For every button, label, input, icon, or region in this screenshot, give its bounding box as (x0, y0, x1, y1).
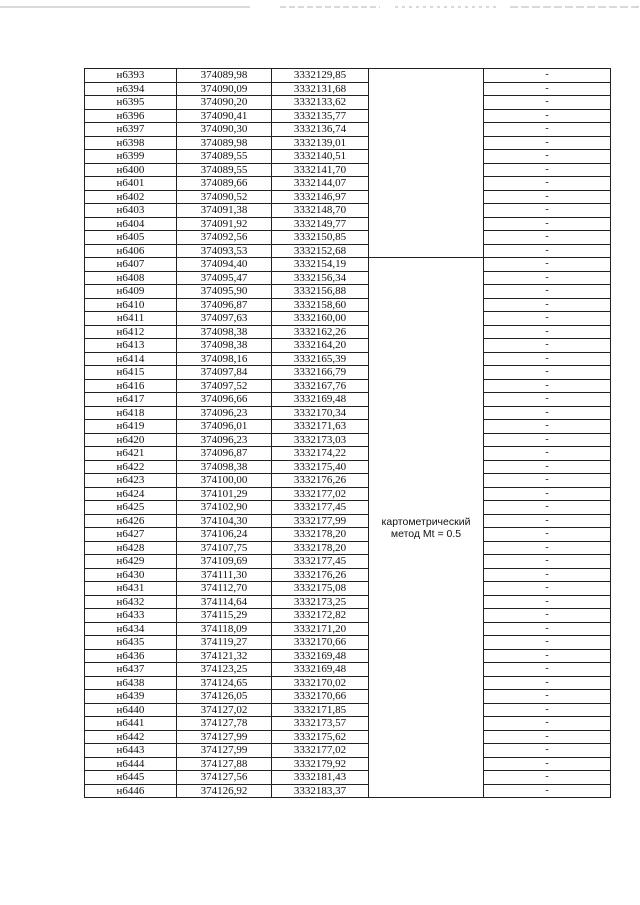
accuracy-cell: - (484, 447, 611, 461)
accuracy-cell: - (484, 217, 611, 231)
x-coordinate-cell: 374091,92 (177, 217, 272, 231)
accuracy-cell: - (484, 744, 611, 758)
point-id-cell: н6404 (85, 217, 177, 231)
point-id-cell: н6429 (85, 555, 177, 569)
y-coordinate-cell: 3332170,66 (272, 690, 369, 704)
table-row (85, 420, 611, 434)
y-coordinate-cell: 3332169,48 (272, 393, 369, 407)
table-row (85, 528, 611, 542)
accuracy-cell: - (484, 730, 611, 744)
y-coordinate-cell: 3332181,43 (272, 771, 369, 785)
x-coordinate-cell: 374090,52 (177, 190, 272, 204)
table-row (85, 69, 611, 83)
table-row (85, 582, 611, 596)
table-row (85, 622, 611, 636)
table-row (85, 487, 611, 501)
y-coordinate-cell: 3332164,20 (272, 339, 369, 353)
accuracy-cell: - (484, 204, 611, 218)
point-id-cell: н6417 (85, 393, 177, 407)
x-coordinate-cell: 374096,87 (177, 298, 272, 312)
x-coordinate-cell: 374089,66 (177, 177, 272, 191)
point-id-cell: н6424 (85, 487, 177, 501)
table-row (85, 703, 611, 717)
table-row (85, 474, 611, 488)
accuracy-cell: - (484, 393, 611, 407)
point-id-cell: н6410 (85, 298, 177, 312)
accuracy-cell: - (484, 150, 611, 164)
point-id-cell: н6403 (85, 204, 177, 218)
accuracy-cell: - (484, 69, 611, 83)
x-coordinate-cell: 374098,38 (177, 339, 272, 353)
y-coordinate-cell: 3332173,57 (272, 717, 369, 731)
y-coordinate-cell: 3332170,02 (272, 676, 369, 690)
y-coordinate-cell: 3332160,00 (272, 312, 369, 326)
table-row (85, 109, 611, 123)
x-coordinate-cell: 374094,40 (177, 258, 272, 272)
table-row (85, 244, 611, 258)
x-coordinate-cell: 374102,90 (177, 501, 272, 515)
table-row (85, 717, 611, 731)
point-id-cell: н6442 (85, 730, 177, 744)
accuracy-cell: - (484, 514, 611, 528)
y-coordinate-cell: 3332162,26 (272, 325, 369, 339)
y-coordinate-cell: 3332148,70 (272, 204, 369, 218)
x-coordinate-cell: 374097,84 (177, 366, 272, 380)
accuracy-cell: - (484, 541, 611, 555)
accuracy-cell: - (484, 582, 611, 596)
y-coordinate-cell: 3332165,39 (272, 352, 369, 366)
point-id-cell: н6434 (85, 622, 177, 636)
x-coordinate-cell: 374089,98 (177, 69, 272, 83)
accuracy-cell: - (484, 312, 611, 326)
y-coordinate-cell: 3332158,60 (272, 298, 369, 312)
table-row (85, 690, 611, 704)
table-row (85, 258, 611, 272)
x-coordinate-cell: 374098,38 (177, 460, 272, 474)
accuracy-cell: - (484, 717, 611, 731)
x-coordinate-cell: 374096,01 (177, 420, 272, 434)
accuracy-cell: - (484, 406, 611, 420)
accuracy-cell: - (484, 676, 611, 690)
table-row (85, 649, 611, 663)
point-id-cell: н6436 (85, 649, 177, 663)
y-coordinate-cell: 3332171,85 (272, 703, 369, 717)
point-id-cell: н6425 (85, 501, 177, 515)
accuracy-cell: - (484, 690, 611, 704)
y-coordinate-cell: 3332141,70 (272, 163, 369, 177)
table-row (85, 460, 611, 474)
y-coordinate-cell: 3332139,01 (272, 136, 369, 150)
y-coordinate-cell: 3332177,02 (272, 744, 369, 758)
point-id-cell: н6430 (85, 568, 177, 582)
y-coordinate-cell: 3332174,22 (272, 447, 369, 461)
y-coordinate-cell: 3332149,77 (272, 217, 369, 231)
y-coordinate-cell: 3332131,68 (272, 82, 369, 96)
point-id-cell: н6432 (85, 595, 177, 609)
point-id-cell: н6401 (85, 177, 177, 191)
point-id-cell: н6398 (85, 136, 177, 150)
y-coordinate-cell: 3332176,26 (272, 474, 369, 488)
table-row (85, 177, 611, 191)
x-coordinate-cell: 374096,87 (177, 447, 272, 461)
y-coordinate-cell: 3332156,88 (272, 285, 369, 299)
x-coordinate-cell: 374126,05 (177, 690, 272, 704)
accuracy-cell: - (484, 285, 611, 299)
accuracy-cell: - (484, 460, 611, 474)
table-row (85, 96, 611, 110)
x-coordinate-cell: 374127,78 (177, 717, 272, 731)
accuracy-cell: - (484, 258, 611, 272)
point-id-cell: н6423 (85, 474, 177, 488)
point-id-cell: н6416 (85, 379, 177, 393)
table-row (85, 271, 611, 285)
point-id-cell: н6399 (85, 150, 177, 164)
table-row (85, 447, 611, 461)
accuracy-cell: - (484, 568, 611, 582)
x-coordinate-cell: 374095,47 (177, 271, 272, 285)
table-row (85, 730, 611, 744)
table-row (85, 609, 611, 623)
x-coordinate-cell: 374091,38 (177, 204, 272, 218)
table-row (85, 771, 611, 785)
table-row (85, 366, 611, 380)
x-coordinate-cell: 374092,56 (177, 231, 272, 245)
x-coordinate-cell: 374112,70 (177, 582, 272, 596)
accuracy-cell: - (484, 163, 611, 177)
y-coordinate-cell: 3332171,20 (272, 622, 369, 636)
x-coordinate-cell: 374106,24 (177, 528, 272, 542)
accuracy-cell: - (484, 352, 611, 366)
accuracy-cell: - (484, 663, 611, 677)
x-coordinate-cell: 374089,55 (177, 150, 272, 164)
y-coordinate-cell: 3332154,19 (272, 258, 369, 272)
method-cell-upper (369, 69, 484, 258)
point-id-cell: н6441 (85, 717, 177, 731)
accuracy-cell: - (484, 555, 611, 569)
accuracy-cell: - (484, 609, 611, 623)
method-cell: картометрический метод Mt = 0.5 (369, 258, 484, 798)
point-id-cell: н6444 (85, 757, 177, 771)
x-coordinate-cell: 374115,29 (177, 609, 272, 623)
table-row (85, 231, 611, 245)
accuracy-cell: - (484, 109, 611, 123)
point-id-cell: н6419 (85, 420, 177, 434)
accuracy-cell: - (484, 123, 611, 137)
point-id-cell: н6438 (85, 676, 177, 690)
accuracy-cell: - (484, 703, 611, 717)
point-id-cell: н6397 (85, 123, 177, 137)
x-coordinate-cell: 374095,90 (177, 285, 272, 299)
x-coordinate-cell: 374090,20 (177, 96, 272, 110)
point-id-cell: н6400 (85, 163, 177, 177)
accuracy-cell: - (484, 595, 611, 609)
point-id-cell: н6393 (85, 69, 177, 83)
point-id-cell: н6437 (85, 663, 177, 677)
table-row (85, 150, 611, 164)
accuracy-cell: - (484, 271, 611, 285)
x-coordinate-cell: 374124,65 (177, 676, 272, 690)
x-coordinate-cell: 374123,25 (177, 663, 272, 677)
table-row (85, 285, 611, 299)
table-row (85, 433, 611, 447)
accuracy-cell: - (484, 757, 611, 771)
point-id-cell: н6446 (85, 784, 177, 798)
x-coordinate-cell: 374097,52 (177, 379, 272, 393)
accuracy-cell: - (484, 420, 611, 434)
y-coordinate-cell: 3332170,66 (272, 636, 369, 650)
accuracy-cell: - (484, 474, 611, 488)
point-id-cell: н6420 (85, 433, 177, 447)
x-coordinate-cell: 374127,02 (177, 703, 272, 717)
x-coordinate-cell: 374114,64 (177, 595, 272, 609)
accuracy-cell: - (484, 487, 611, 501)
point-id-cell: н6426 (85, 514, 177, 528)
y-coordinate-cell: 3332166,79 (272, 366, 369, 380)
table-row (85, 325, 611, 339)
table-row (85, 312, 611, 326)
point-id-cell: н6428 (85, 541, 177, 555)
point-id-cell: н6413 (85, 339, 177, 353)
x-coordinate-cell: 374126,92 (177, 784, 272, 798)
y-coordinate-cell: 3332170,34 (272, 406, 369, 420)
table-row (85, 217, 611, 231)
x-coordinate-cell: 374100,00 (177, 474, 272, 488)
x-coordinate-cell: 374096,23 (177, 433, 272, 447)
table-row (85, 339, 611, 353)
x-coordinate-cell: 374127,99 (177, 744, 272, 758)
y-coordinate-cell: 3332133,62 (272, 96, 369, 110)
y-coordinate-cell: 3332176,26 (272, 568, 369, 582)
x-coordinate-cell: 374098,16 (177, 352, 272, 366)
x-coordinate-cell: 374109,69 (177, 555, 272, 569)
coordinates-table-body (85, 69, 611, 798)
y-coordinate-cell: 3332135,77 (272, 109, 369, 123)
point-id-cell: н6406 (85, 244, 177, 258)
x-coordinate-cell: 374089,98 (177, 136, 272, 150)
accuracy-cell: - (484, 96, 611, 110)
x-coordinate-cell: 374093,53 (177, 244, 272, 258)
x-coordinate-cell: 374107,75 (177, 541, 272, 555)
table-row (85, 555, 611, 569)
table-row (85, 204, 611, 218)
table-row (85, 636, 611, 650)
y-coordinate-cell: 3332169,48 (272, 649, 369, 663)
y-coordinate-cell: 3332177,02 (272, 487, 369, 501)
table-row (85, 379, 611, 393)
table-row (85, 352, 611, 366)
point-id-cell: н6421 (85, 447, 177, 461)
point-id-cell: н6415 (85, 366, 177, 380)
y-coordinate-cell: 3332177,99 (272, 514, 369, 528)
point-id-cell: н6412 (85, 325, 177, 339)
x-coordinate-cell: 374127,56 (177, 771, 272, 785)
accuracy-cell: - (484, 82, 611, 96)
accuracy-cell: - (484, 622, 611, 636)
point-id-cell: н6443 (85, 744, 177, 758)
point-id-cell: н6445 (85, 771, 177, 785)
table-row (85, 595, 611, 609)
table-row (85, 676, 611, 690)
coordinates-table (84, 68, 611, 798)
x-coordinate-cell: 374096,23 (177, 406, 272, 420)
y-coordinate-cell: 3332152,68 (272, 244, 369, 258)
y-coordinate-cell: 3332173,25 (272, 595, 369, 609)
y-coordinate-cell: 3332169,48 (272, 663, 369, 677)
accuracy-cell: - (484, 528, 611, 542)
x-coordinate-cell: 374127,99 (177, 730, 272, 744)
scan-header-lines (0, 0, 640, 12)
table-row (85, 136, 611, 150)
x-coordinate-cell: 374118,09 (177, 622, 272, 636)
table-row (85, 298, 611, 312)
table-row (85, 393, 611, 407)
accuracy-cell: - (484, 379, 611, 393)
y-coordinate-cell: 3332175,62 (272, 730, 369, 744)
y-coordinate-cell: 3332175,08 (272, 582, 369, 596)
x-coordinate-cell: 374127,88 (177, 757, 272, 771)
accuracy-cell: - (484, 339, 611, 353)
y-coordinate-cell: 3332178,20 (272, 528, 369, 542)
point-id-cell: н6440 (85, 703, 177, 717)
x-coordinate-cell: 374090,30 (177, 123, 272, 137)
y-coordinate-cell: 3332173,03 (272, 433, 369, 447)
x-coordinate-cell: 374104,30 (177, 514, 272, 528)
accuracy-cell: - (484, 366, 611, 380)
point-id-cell: н6414 (85, 352, 177, 366)
accuracy-cell: - (484, 177, 611, 191)
table-row (85, 568, 611, 582)
table-row (85, 541, 611, 555)
accuracy-cell: - (484, 784, 611, 798)
y-coordinate-cell: 3332167,76 (272, 379, 369, 393)
y-coordinate-cell: 3332175,40 (272, 460, 369, 474)
x-coordinate-cell: 374111,30 (177, 568, 272, 582)
accuracy-cell: - (484, 501, 611, 515)
accuracy-cell: - (484, 244, 611, 258)
x-coordinate-cell: 374089,55 (177, 163, 272, 177)
table-row (85, 190, 611, 204)
point-id-cell: н6409 (85, 285, 177, 299)
table-row (85, 514, 611, 528)
point-id-cell: н6402 (85, 190, 177, 204)
x-coordinate-cell: 374096,66 (177, 393, 272, 407)
y-coordinate-cell: 3332177,45 (272, 555, 369, 569)
point-id-cell: н6405 (85, 231, 177, 245)
point-id-cell: н6439 (85, 690, 177, 704)
y-coordinate-cell: 3332146,97 (272, 190, 369, 204)
point-id-cell: н6396 (85, 109, 177, 123)
point-id-cell: н6394 (85, 82, 177, 96)
accuracy-cell: - (484, 190, 611, 204)
accuracy-cell: - (484, 231, 611, 245)
table-row (85, 123, 611, 137)
x-coordinate-cell: 374097,63 (177, 312, 272, 326)
x-coordinate-cell: 374121,32 (177, 649, 272, 663)
point-id-cell: н6407 (85, 258, 177, 272)
x-coordinate-cell: 374098,38 (177, 325, 272, 339)
accuracy-cell: - (484, 771, 611, 785)
point-id-cell: н6427 (85, 528, 177, 542)
point-id-cell: н6435 (85, 636, 177, 650)
y-coordinate-cell: 3332172,82 (272, 609, 369, 623)
y-coordinate-cell: 3332144,07 (272, 177, 369, 191)
y-coordinate-cell: 3332171,63 (272, 420, 369, 434)
point-id-cell: н6411 (85, 312, 177, 326)
table-row (85, 501, 611, 515)
table-row (85, 406, 611, 420)
y-coordinate-cell: 3332178,20 (272, 541, 369, 555)
accuracy-cell: - (484, 433, 611, 447)
accuracy-cell: - (484, 325, 611, 339)
point-id-cell: н6422 (85, 460, 177, 474)
accuracy-cell: - (484, 649, 611, 663)
y-coordinate-cell: 3332140,51 (272, 150, 369, 164)
point-id-cell: н6418 (85, 406, 177, 420)
x-coordinate-cell: 374119,27 (177, 636, 272, 650)
accuracy-cell: - (484, 136, 611, 150)
table-row (85, 744, 611, 758)
x-coordinate-cell: 374090,41 (177, 109, 272, 123)
accuracy-cell: - (484, 636, 611, 650)
table-row (85, 82, 611, 96)
point-id-cell: н6433 (85, 609, 177, 623)
y-coordinate-cell: 3332177,45 (272, 501, 369, 515)
table-row (85, 663, 611, 677)
point-id-cell: н6431 (85, 582, 177, 596)
y-coordinate-cell: 3332136,74 (272, 123, 369, 137)
table-row (85, 757, 611, 771)
point-id-cell: н6395 (85, 96, 177, 110)
accuracy-cell: - (484, 298, 611, 312)
y-coordinate-cell: 3332183,37 (272, 784, 369, 798)
point-id-cell: н6408 (85, 271, 177, 285)
x-coordinate-cell: 374101,29 (177, 487, 272, 501)
y-coordinate-cell: 3332156,34 (272, 271, 369, 285)
table-row (85, 163, 611, 177)
y-coordinate-cell: 3332129,85 (272, 69, 369, 83)
y-coordinate-cell: 3332179,92 (272, 757, 369, 771)
table-row (85, 784, 611, 798)
x-coordinate-cell: 374090,09 (177, 82, 272, 96)
y-coordinate-cell: 3332150,85 (272, 231, 369, 245)
